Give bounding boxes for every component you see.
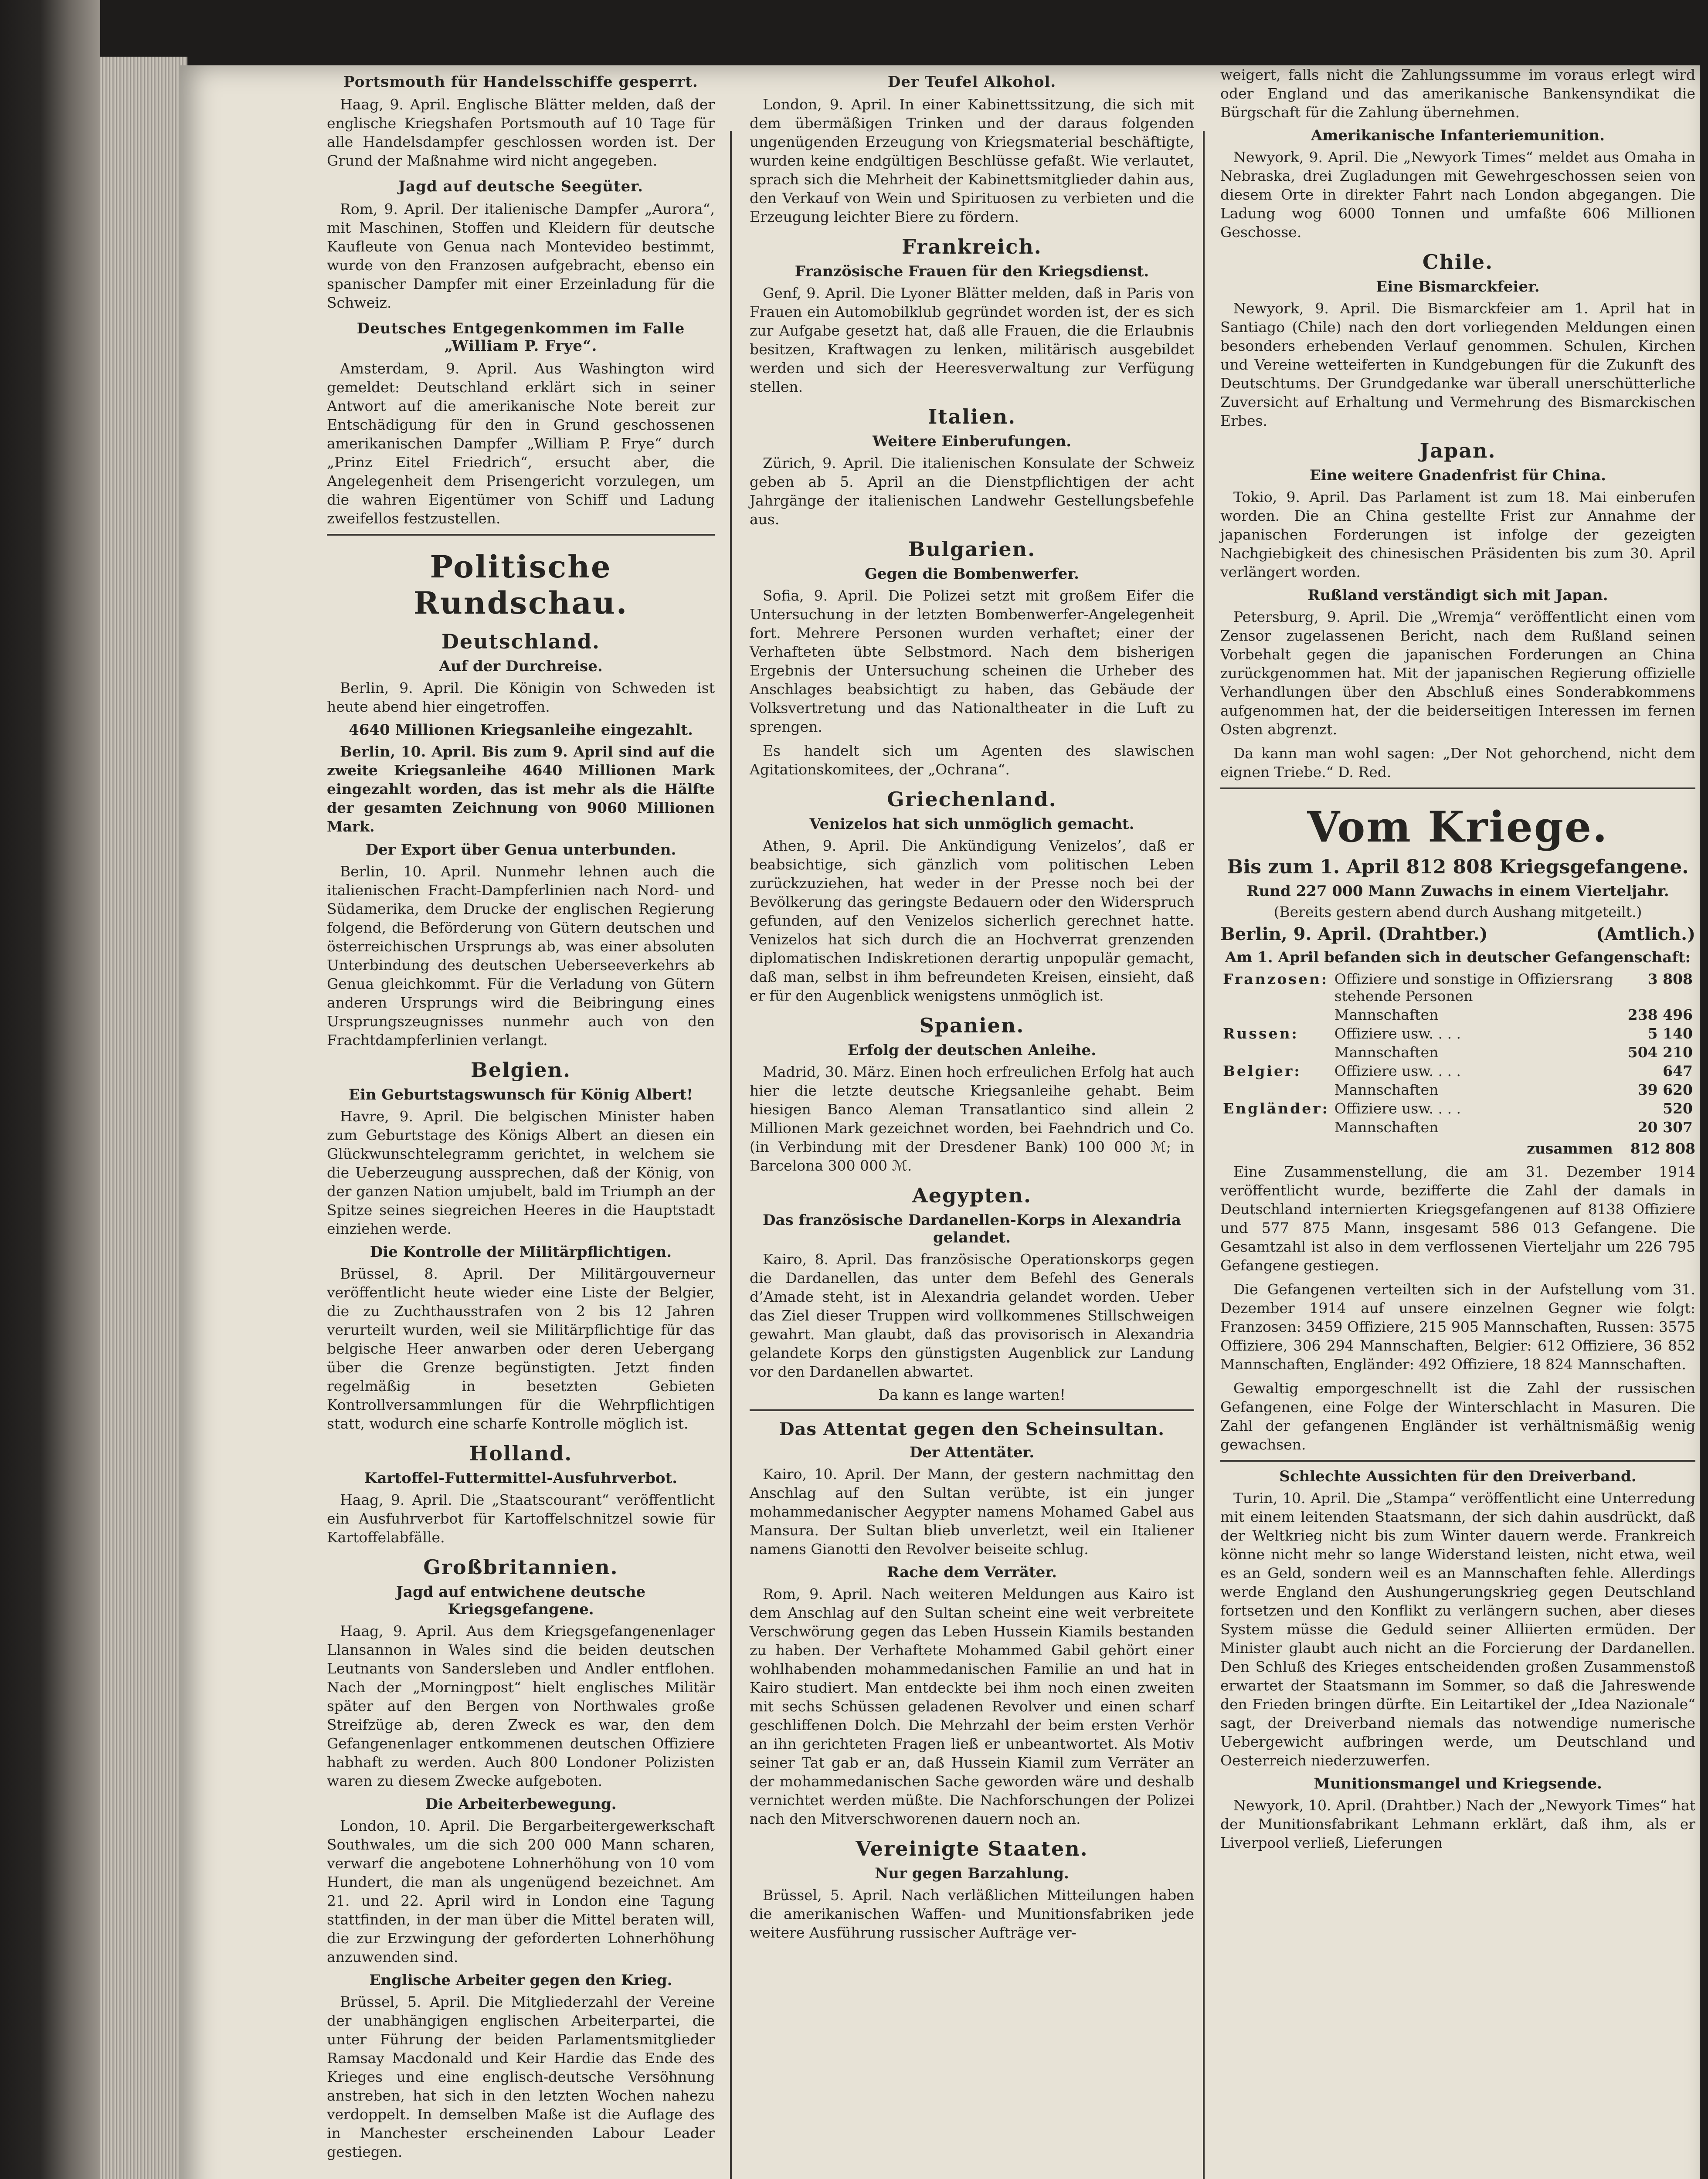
article-text: Gewaltig emporgeschnellt ist die Zahl der russischen Gefangenen, eine Folge der Winterschlacht in Masuren. Die Zahl der gefangenen Engländer ist verhältnismäßig wenig gewachsen. [1220, 1380, 1695, 1453]
prisoner-row [1220, 1043, 1695, 1062]
prisoner-row [1220, 1005, 1695, 1024]
article-heading: Schlechte Aussichten für den Dreiverband. [1279, 1468, 1637, 1485]
article-heading: Rußland verständigt sich mit Japan. [1307, 587, 1608, 604]
rank-cell: Mannschaften [1334, 1006, 1439, 1023]
total-label: zusammen [1527, 1140, 1613, 1157]
article-heading: Eine weitere Gnadenfrist für China. [1310, 467, 1606, 484]
country-heading: Japan. [1419, 439, 1496, 462]
column-1 [327, 65, 715, 2166]
article-text: Brüssel, 5. April. Nach verläßlichen Mitteilungen haben die amerikanischen Waffen- und Munitionsfabriken jede weitere Ausführung russischer Aufträge ver- [750, 1887, 1194, 1941]
article-text: Rom, 9. April. Nach weiteren Meldungen aus Kairo ist dem Anschlag auf den Sultan scheint eine weit verbreitete Verschwörung gegen das Leben Hussein Kiamils bestanden zu haben. Der Verhaftete Mohammed Gabil gehört einer wohlhabenden mohammedanischen Familie an und hat in Kairo studiert. Man entdeckte bei ihm noch einen zweiten mit sechs Schüssen geladenen Revolver und einen scharf geschliffenen Dolch. Die Mehrzahl der beim ersten Verhör an ihn gerichteten Fragen ließ er unbeantwortet. Als Motiv seiner Tat gab er an, daß Hussein Kiamil zum Verräter an der mohammedanischen Sache geworden wäre und deshalb vernichtet werden müßte. Die Nachforschungen der Polizei nach den Mitverschworenen dauern noch an. [750, 1585, 1194, 1827]
article-text: Eine Zusammenstellung, die am 31. Dezember 1914 veröffentlicht wurde, bezifferte die Zahl der damals in Deutschland internierten Kriegsgefangenen auf 8138 Offiziere und 577 875 Mann, insgesamt 586 013 Gefangene. Die Gesamtzahl ist also in dem verflossenen Vierteljahr um 226 795 Gefangene gestiegen. [1220, 1163, 1695, 1274]
article-text: weigert, falls nicht die Zahlungssumme im voraus erlegt wird oder England und das amerikanische Bankensyndikat die Bürgschaft für die Zahlung übernehmen. [1220, 66, 1695, 121]
country-heading: Italien. [927, 405, 1016, 428]
rank-cell: Offiziere usw. . . . [1334, 1062, 1461, 1079]
article-heading: Französische Frauen für den Kriegsdienst. [795, 263, 1149, 280]
dateline-row [1220, 924, 1695, 944]
country-heading: Vereinigte Staaten. [856, 1837, 1088, 1860]
article-text: Zürich, 9. April. Die italienischen Konsulate der Schweiz geben ab 5. April an die Dienstpflichtigen der acht Jahrgänge der italienischen Landwehr Gestellungsbefehle aus. [750, 455, 1194, 528]
count-cell: 520 [1663, 1100, 1693, 1117]
article-heading: Der Export über Genua unterbunden. [365, 841, 676, 859]
article-text: Newyork, 9. April. Die „Newyork Times“ meldet aus Omaha in Nebraska, drei Zugladungen mit Gewehrgeschossen seien von diesem Orte in direkter Fahrt nach London abgegangen. Die Ladung wog 6000 Tonnen und umfaßte 606 Millionen Geschosse. [1220, 149, 1695, 241]
count-cell: 504 210 [1627, 1044, 1693, 1061]
war-headline: Bis zum 1. April 812 808 Kriegsgefangene. [1227, 856, 1689, 878]
count-cell: 39 620 [1637, 1081, 1693, 1098]
article-text: Amsterdam, 9. April. Aus Washington wird gemeldet: Deutschland erklärt sich in seiner Antwort auf die amerikanische Note bereit zur Entschädigung für den in Grund geschossenen amerikanischen Dampfer „William P. Frye“ durch „Prinz Eitel Friedrich“, ersucht aber, die Angelegenheit dem Prisengericht vorzulegen, um die wahren Eigentümer von Schiff und Ladung zweifellos festzustellen. [327, 360, 715, 527]
dateline: Berlin, 9. April. (Drahtber.) [1220, 924, 1488, 944]
article-heading: Gegen die Bombenwerfer. [864, 565, 1079, 583]
article-text: Havre, 9. April. Die belgischen Minister haben zum Geburtstage des Königs Albert an diesen ein Glückwunschtelegramm gerichtet, in welchem sie die Ueberzeugung aussprechen, daß der König, von der ganzen Nation umjubelt, bald im Triumph an der Spitze seines siegreichen Heeres in die Hauptstadt einziehen werde. [327, 1108, 715, 1237]
article-text: Da kann man wohl sagen: „Der Not gehorchend, nicht dem eignen Triebe.“ D. Red. [1220, 745, 1695, 781]
article-text: London, 9. April. In einer Kabinettssitzung, die sich mit dem übermäßigen Trinken und der daraus folgenden ungenügenden Erzeugung von Kriegsmaterial beschäftigte, wurden keine endgültigen Beschlüsse gefaßt. Wie verlautet, sprach sich die Mehrheit der Kabinettsmitglieder dahin aus, den Verkauf von Wein und Spirituosen zu verbieten und die Erzeugung leichter Biere zu fördern. [750, 96, 1194, 225]
article-text: Athen, 9. April. Die Ankündigung Venizelos’, daß er beabsichtige, sich gänzlich vom politischen Leben zurückzuziehen, hat weder in der Presse noch bei der Bevölkerung das geringste Bedauern oder den Widerspruch gefunden, auf den Venizelos sicherlich gerechnet hatte. Venizelos hat sich durch die an Hochverrat grenzenden diplomatischen Indiskretionen derartig unpopulär gemacht, daß man, selbst in ihm befreundeten Kreisen, einsieht, daß er für den Augenblick wenigstens unmöglich ist. [750, 837, 1194, 1004]
book-spine-edge [0, 0, 100, 2179]
prisoner-row [1220, 1118, 1695, 1137]
article-text: Rom, 9. April. Der italienische Dampfer „Aurora“, mit Maschinen, Stoffen und Kleidern für deutsche Kaufleute von Genua nach Montevideo bestimmt, wurde von den Franzosen aufgebracht, ebenso ein spanischer Dampfer mit einer Erzeinladung für die Schweiz. [327, 200, 715, 311]
article-text: Newyork, 10. April. (Drahtber.) Nach der „Newyork Times“ hat der Munitionsfabrikant Lehmann erklärt, daß ihm, als er Liverpool verließ, Lieferungen [1220, 1797, 1695, 1851]
country-heading: Griechenland. [887, 787, 1057, 811]
nation-cell [1220, 1043, 1332, 1062]
article-text: Sofia, 9. April. Die Polizei setzt mit großem Eifer die Untersuchung in der letzten Bombenwerfer-Angelegenheit fort. Mehrere Personen wurden verhaftet; einer der Verhafteten übte Selbstmord. Nach dem bisherigen Ergebnis der Untersuchung scheinen die Urheber des Anschlages beabsichtigt zu haben, das Gebäude der Volksvertretung und das Nationaltheater in die Luft zu sprengen. [750, 587, 1194, 735]
country-heading: Holland. [469, 1442, 573, 1465]
article-heading: Die Kontrolle der Militärpflichtigen. [370, 1243, 672, 1261]
nation-cell [1220, 1080, 1332, 1099]
article-heading: Rache dem Verräter. [887, 1564, 1057, 1581]
nation-cell: Belgier: [1223, 1062, 1301, 1079]
prisoner-row [1220, 1024, 1695, 1043]
prisoner-row [1220, 970, 1695, 1005]
article-subheading: Der Attentäter. [909, 1444, 1035, 1461]
article-heading: Nur gegen Barzahlung. [875, 1865, 1069, 1882]
rank-cell: Mannschaften [1334, 1119, 1439, 1136]
nation-cell [1220, 1118, 1332, 1137]
article-heading: Die Arbeiterbewegung. [425, 1795, 617, 1813]
column-rule-2 [1203, 131, 1205, 2179]
article-text: Turin, 10. April. Die „Stampa“ veröffentlicht eine Unterredung mit einem leitenden Staatsmann, der sich dahin ausdrückt, daß der Weltkrieg nicht bis zum Winter dauern werde. Frankreich könne nicht mehr so lange Widerstand leisten, nicht etwa, weil es an Geld, sondern weil es an Mannschaften fehle. Allerdings werde England den Aushungerungskrieg gegen Deutschland fortsetzen und den Konflikt zu verlängern suchen, aber dieses System müsse die Geduld seiner Alliierten ermüden. Der Minister glaubt auch nicht an die Forcierung der Dardanellen. Den Schluß des Krieges entscheidenden großen Zusammenstoß erwartet der Staatsmann im Sommer, so daß die Jahreswende den Frieden bringen dürfte. Ein Leitartikel der „Idea Nazionale“ sagt, der Dreiverband niemals das notwendige numerische Uebergewicht aufbringen werde, um Deutschland und Oesterreich niederzuwerfen. [1220, 1490, 1695, 1769]
prisoner-row [1220, 1062, 1695, 1080]
divider [1220, 787, 1695, 789]
article-text: Tokio, 9. April. Das Parlament ist zum 18. Mai einberufen worden. Die an China gestellte Frist zur Annahme der japanischen Forderungen ist infolge der gezeigten Nachgiebigkeit des chinesischen Präsidenten bis zum 30. April verlängert worden. [1220, 489, 1695, 580]
article-heading: Venizelos hat sich unmöglich gemacht. [809, 815, 1134, 833]
war-subheadline: Rund 227 000 Mann Zuwachs in einem Vierteljahr. [1246, 882, 1669, 900]
article-text: Berlin, 10. April. Nunmehr lehnen auch die italienischen Fracht-Dampferlinien nach Nord- und Südamerika, dem Drucke der englischen Regierung folgend, die Beförderung von Gütern deutschen und österreichischen Ursprungs ab, was einer absoluten Unterbindung des deutschen Ueberseeverkehrs ab Genua gleichkommt. Für die Verladung von Gütern anderen Ursprungs wird die Beibringung eines Ursprungszeugnisses nunmehr auch von den Frachtdampferlinien verlangt. [327, 863, 715, 1049]
count-cell: 238 496 [1627, 1006, 1693, 1023]
article-heading: Weitere Einberufungen. [872, 433, 1072, 450]
column-3 [1220, 65, 1695, 1857]
divider [327, 534, 715, 536]
article-heading: Kartoffel-Futtermittel-Ausfuhrverbot. [364, 1470, 678, 1487]
article-heading: Amerikanische Infanteriemunition. [1311, 127, 1605, 144]
article-text: Die Gefangenen verteilten sich in der Aufstellung vom 31. Dezember 1914 auf unsere einzelnen Gegner wie folgt: Franzosen: 3459 Offiziere, 215 905 Mannschaften, Russen: 3575 Offiziere, 306 294 Mannschaften, Belgier: 612 Offiziere, 36 852 Mannschaften, Engländer: 492 Offiziere, 18 824 Mannschaften. [1220, 1281, 1695, 1373]
article-text: Berlin, 9. April. Die Königin von Schweden ist heute abend hier eingetroffen. [327, 679, 715, 715]
war-note: (Bereits gestern abend durch Aushang mitgeteilt.) [1273, 903, 1642, 920]
divider [750, 1409, 1194, 1411]
article-text: Kairo, 10. April. Der Mann, der gestern nachmittag den Anschlag auf den Sultan verübte, ist ein junger mohammedanischer Aegypter namens Mohamed Gabel aus Mansura. Der Sultan blieb unverletzt, weil ein Italiener namens Gianotti den Revolver beiseite schlug. [750, 1466, 1194, 1558]
column-2 [750, 65, 1194, 1947]
article-heading: Erfolg der deutschen Anleihe. [847, 1042, 1097, 1059]
rank-cell: Offiziere usw. . . . [1334, 1100, 1461, 1117]
nation-cell: Engländer: [1223, 1100, 1329, 1117]
country-heading: Chile. [1422, 250, 1494, 274]
article-heading: Englische Arbeiter gegen den Krieg. [369, 1972, 672, 1989]
section-title: Politische Rundschau. [413, 549, 628, 621]
country-heading: Deutschland. [441, 630, 601, 653]
rank-cell: Mannschaften [1334, 1081, 1439, 1098]
rank-cell: Offiziere und sonstige in Offiziersrang stehende Personen [1334, 971, 1613, 1005]
article-heading: Das französische Dardanellen-Korps in Alexandria gelandet. [763, 1212, 1181, 1246]
country-heading: Bulgarien. [908, 537, 1036, 561]
rank-cell: Offiziere usw. . . . [1334, 1025, 1461, 1042]
article-heading: Ein Geburtstagswunsch für König Albert! [348, 1086, 693, 1103]
section-title: Vom Kriege. [1307, 802, 1609, 852]
article-heading: Portsmouth für Handelsschiffe gesperrt. [343, 73, 698, 91]
article-heading: Eine Bismarckfeier. [1376, 278, 1540, 295]
article-text: Es handelt sich um Agenten des slawischen Agitationskomitees, der „Ochrana“. [750, 742, 1194, 778]
article-text: Petersburg, 9. April. Die „Wremja“ veröffentlicht einen vom Zensor zugelassenen Bericht, nach dem Rußland seinen Vorbehalt gegen die japanischen Forderungen an China zurückgenommen hat. Mit der japanischen Regierung offizielle Verhandlungen über den Abschluß eines Sonderabkommens aufgenommen hat, der die beiderseitigen Interessen im fernen Osten abgrenzt. [1220, 608, 1695, 738]
article-heading: Der Teufel Alkohol. [887, 73, 1056, 91]
nation-cell: Russen: [1223, 1025, 1299, 1042]
count-cell: 3 808 [1647, 971, 1693, 988]
prisoner-total [1220, 1140, 1695, 1157]
article-heading: 4640 Millionen Kriegsanleihe eingezahlt. [349, 721, 693, 739]
country-heading: Aegypten. [912, 1184, 1032, 1207]
article-text: Haag, 9. April. Aus dem Kriegsgefangenenlager Llansannon in Wales sind die beiden deutschen Leutnants von Sandersleben und Andler entflohen. Nach der „Morningpost“ hielt englisches Militär später auf den Bergen von Northwales große Streifzüge ab, deren Zweck es war, den dem Gefangenenlager entkommenen deutschen Offiziere habhaft zu werden. Auch 800 Londoner Polizisten waren zu diesem Zwecke aufgeboten. [327, 1622, 715, 1789]
article-heading: Jagd auf deutsche Seegüter. [398, 178, 643, 195]
total-value: 812 808 [1630, 1140, 1695, 1157]
article-text: Madrid, 30. März. Einen hoch erfreulichen Erfolg hat auch hier die letzte deutsche Kriegsanleihe gehabt. Beim hiesigen Banco Aleman Transatlantico sind allein 2 Millionen Mark gezeichnet worden, bei Faehndrich und Co. (in Verbindung mit der Dresdener Bank) 100 000 ℳ; in Barcelona 300 000 ℳ. [750, 1063, 1194, 1174]
article-heading: Das Attentat gegen den Scheinsultan. [779, 1419, 1165, 1439]
prisoner-row [1220, 1080, 1695, 1099]
column-rule-1 [730, 131, 732, 2179]
article-text: Brüssel, 8. April. Der Militärgouverneur veröffentlicht heute wieder eine Liste der Belgier, die zu Zuchthausstrafen von 2 bis 12 Jahren verurteilt wurden, weil sie Militärpflichtige für das belgische Heer anwarben oder deren Uebergang über die Grenze begünstigten. Jetzt finden regelmäßig in besetzten Gebieten Kontrollversammlungen für die Wehrpflichtigen statt, wodurch eine scharfe Kontrolle möglich ist. [327, 1265, 715, 1432]
official-tag: (Amtlich.) [1596, 924, 1695, 944]
article-text: Genf, 9. April. Die Lyoner Blätter melden, daß in Paris von Frauen ein Automobilklub gegründet worden ist, der es sich zur Aufgabe gesetzt hat, daß alle Frauen, die die Erlaubnis besitzen, Kraftwagen zu lenken, militärisch ausgebildet werden und sich der Heeresverwaltung zur Verfügung stellen. [750, 285, 1194, 395]
article-text: Brüssel, 5. April. Die Mitgliederzahl der Vereine der unabhängigen englischen Arbeiterpartei, die unter Führung der beiden Parlamentsmitglieder Ramsay Macdonald und Keir Hardie das Ende des Krieges und eine englisch-deutsche Versöhnung anstreben, hat sich in den letzten Wochen nahezu verdoppelt. In demselben Maße ist die Auflage des in Manchester erscheinenden Labour Leader gestiegen. [327, 1993, 715, 2160]
article-text: Newyork, 9. April. Die Bismarckfeier am 1. April hat in Santiago (Chile) nach den dort vorliegenden Meldungen einen besonders erhebenden Verlauf genommen. Schulen, Kirchen und Vereine wetteiferten in Kundgebungen für die Zukunft des Deutschtums. Der Grundgedanke war überall unerschütterliche Zuversicht auf Erhaltung und Vermehrung des Bismarckischen Erbes. [1220, 300, 1695, 429]
article-text: Kairo, 8. April. Das französische Operationskorps gegen die Dardanellen, das unter dem Befehl des Generals d’Amade steht, ist in Alexandria gelandet worden. Ueber das Ziel dieser Truppen wird vollkommenes Stillschweigen gewahrt. Man glaubt, daß das provisorisch in Alexandria gelandete Korps den günstigsten Augenblick zur Landung vor den Dardanellen abwartet. [750, 1251, 1194, 1380]
divider [1220, 1460, 1695, 1462]
article-heading: Auf der Durchreise. [439, 658, 603, 675]
nation-cell [1220, 1005, 1332, 1024]
article-heading: Deutsches Entgegenkommen im Falle „William P. Frye“. [357, 320, 685, 355]
prisoner-table [1220, 970, 1695, 1137]
country-heading: Frankreich. [902, 235, 1042, 258]
rank-cell: Mannschaften [1334, 1044, 1439, 1061]
count-cell: 20 307 [1637, 1119, 1693, 1136]
country-heading: Belgien. [471, 1058, 571, 1082]
country-heading: Spanien. [919, 1014, 1025, 1037]
article-text: Da kann es lange warten! [878, 1386, 1066, 1403]
article-text: Berlin, 10. April. Bis zum 9. April sind auf die zweite Kriegsanleihe 4640 Millionen Mark eingezahlt worden, das ist mehr als die Hälfte der gesamten Zeichnung von 9060 Millionen Mark. [327, 743, 715, 835]
article-text: London, 10. April. Die Bergarbeitergewerkschaft Southwales, um die sich 200 000 Mann scharen, verwarf die angebotene Lohnerhöhung von 10 vom Hundert, die man als ungenügend bezeichnet. Am 21. und 22. April wird in London eine Tagung stattfinden, in der man über die Mittel beraten will, die zur Erzwingung der geforderten Lohnerhöhung anzuwenden sind. [327, 1817, 715, 1965]
country-heading: Großbritannien. [423, 1555, 618, 1579]
nation-cell: Franzosen: [1223, 971, 1329, 988]
page-stack-edge [100, 57, 187, 2179]
prisoner-row [1220, 1099, 1695, 1118]
count-cell: 5 140 [1647, 1025, 1693, 1042]
article-heading: Jagd auf entwichene deutsche Kriegsgefangene. [396, 1583, 646, 1618]
count-cell: 647 [1663, 1062, 1693, 1079]
article-text: Haag, 9. April. Englische Blätter melden, daß der englische Kriegshafen Portsmouth auf 10 Tage für alle Handelsdampfer geschlossen worden ist. Der Grund der Maßnahme wird nicht angegeben. [327, 96, 715, 169]
article-text: Haag, 9. April. Die „Staatscourant“ veröffentlicht ein Ausfuhrverbot für Kartoffelschnitzel sowie für Kartoffelabfälle. [327, 1491, 715, 1546]
article-heading: Munitionsmangel und Kriegsende. [1314, 1775, 1602, 1792]
prisoner-table-caption: Am 1. April befanden sich in deutscher Gefangenschaft: [1225, 949, 1691, 966]
